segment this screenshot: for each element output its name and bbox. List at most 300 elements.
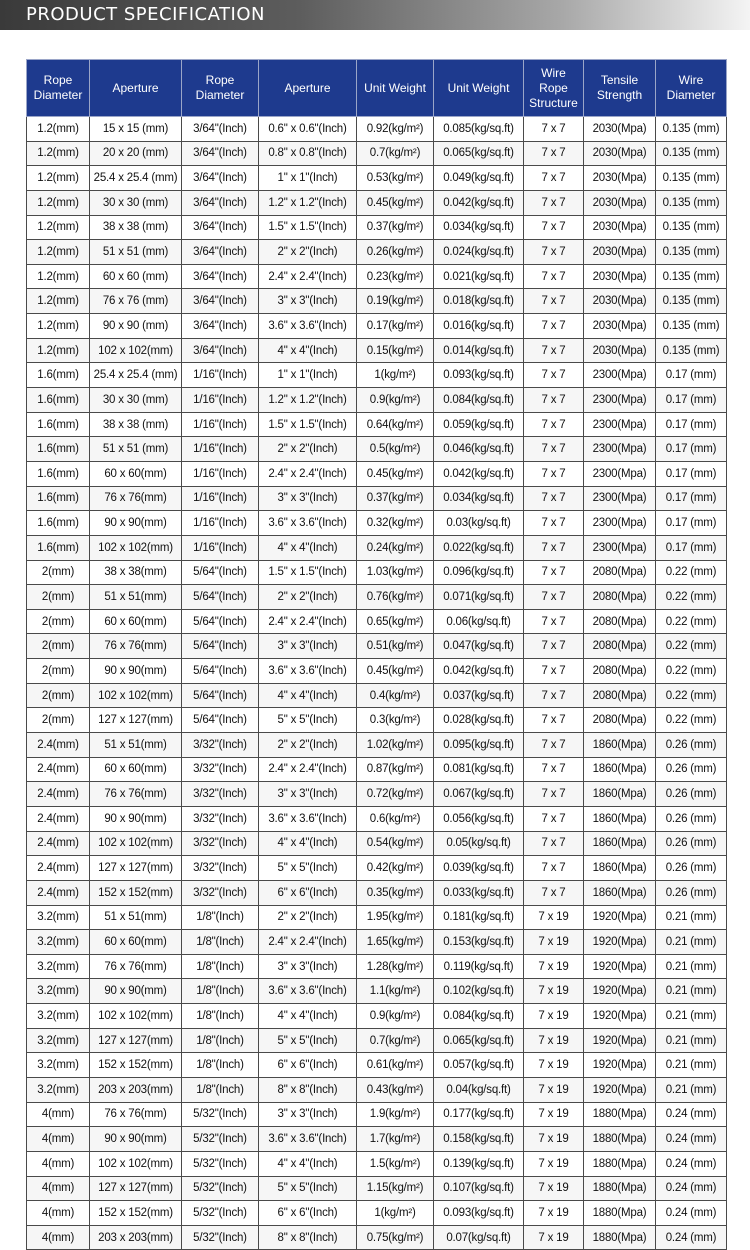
header-line: Unit Weight: [364, 80, 426, 95]
aperture-mm-cell: 127 x 127(mm): [90, 1028, 182, 1053]
wire-diameter-cell: 0.17 (mm): [656, 461, 727, 486]
rope-diameter-mm-cell: 1.6(mm): [27, 412, 90, 437]
structure-cell: 7 x 19: [524, 905, 584, 930]
aperture-inch-cell: 3.6" x 3.6"(Inch): [259, 511, 357, 536]
table-row: [27, 979, 727, 1004]
table-row: [27, 412, 727, 437]
header-rope-diameter-inch: [182, 60, 259, 117]
wire-diameter-cell: 0.21 (mm): [656, 954, 727, 979]
unit-weight-sqft-cell: 0.04(kg/sq.ft): [434, 1077, 524, 1102]
unit-weight-sqft-cell: 0.153(kg/sq.ft): [434, 930, 524, 955]
header-rope-diameter-mm: [27, 60, 90, 117]
rope-diameter-inch-cell: 3/32"(Inch): [182, 880, 259, 905]
wire-diameter-cell: 0.17 (mm): [656, 363, 727, 388]
rope-diameter-inch-cell: 1/8"(Inch): [182, 905, 259, 930]
structure-cell: 7 x 7: [524, 831, 584, 856]
unit-weight-sqft-cell: 0.034(kg/sq.ft): [434, 215, 524, 240]
unit-weight-m2-cell: 0.43(kg/m²): [357, 1077, 434, 1102]
table-row: [27, 1151, 727, 1176]
structure-cell: 7 x 7: [524, 289, 584, 314]
structure-cell: 7 x 19: [524, 1004, 584, 1029]
structure-cell: 7 x 19: [524, 954, 584, 979]
wire-diameter-cell: 0.135 (mm): [656, 117, 727, 142]
aperture-inch-cell: 2.4" x 2.4"(Inch): [259, 264, 357, 289]
unit-weight-sqft-cell: 0.065(kg/sq.ft): [434, 1028, 524, 1053]
rope-diameter-mm-cell: 4(mm): [27, 1176, 90, 1201]
rope-diameter-mm-cell: 2.4(mm): [27, 733, 90, 758]
aperture-mm-cell: 60 x 60 (mm): [90, 264, 182, 289]
banner-title: PRODUCT SPECIFICATION: [26, 4, 265, 25]
tensile-strength-cell: 2080(Mpa): [584, 659, 656, 684]
tensile-strength-cell: 2300(Mpa): [584, 363, 656, 388]
table-row: [27, 1201, 727, 1226]
tensile-strength-cell: 2300(Mpa): [584, 388, 656, 413]
table-row: [27, 659, 727, 684]
structure-cell: 7 x 7: [524, 264, 584, 289]
table-row: [27, 930, 727, 955]
unit-weight-sqft-cell: 0.05(kg/sq.ft): [434, 831, 524, 856]
aperture-mm-cell: 25.4 x 25.4 (mm): [90, 363, 182, 388]
aperture-mm-cell: 102 x 102(mm): [90, 338, 182, 363]
header-tensile-strength: [584, 60, 656, 117]
rope-diameter-mm-cell: 1.2(mm): [27, 117, 90, 142]
unit-weight-sqft-cell: 0.06(kg/sq.ft): [434, 609, 524, 634]
table-row: [27, 141, 727, 166]
rope-diameter-inch-cell: 3/32"(Inch): [182, 831, 259, 856]
structure-cell: 7 x 19: [524, 1225, 584, 1250]
table-row: [27, 511, 727, 536]
tensile-strength-cell: 2030(Mpa): [584, 289, 656, 314]
structure-cell: 7 x 7: [524, 585, 584, 610]
structure-cell: 7 x 7: [524, 190, 584, 215]
tensile-strength-cell: 2300(Mpa): [584, 535, 656, 560]
aperture-mm-cell: 60 x 60(mm): [90, 609, 182, 634]
aperture-inch-cell: 2" x 2"(Inch): [259, 437, 357, 462]
tensile-strength-cell: 2300(Mpa): [584, 486, 656, 511]
rope-diameter-inch-cell: 1/8"(Inch): [182, 1004, 259, 1029]
wire-diameter-cell: 0.24 (mm): [656, 1102, 727, 1127]
wire-diameter-cell: 0.22 (mm): [656, 634, 727, 659]
aperture-inch-cell: 4" x 4"(Inch): [259, 338, 357, 363]
rope-diameter-inch-cell: 1/16"(Inch): [182, 511, 259, 536]
structure-cell: 7 x 7: [524, 166, 584, 191]
unit-weight-sqft-cell: 0.085(kg/sq.ft): [434, 117, 524, 142]
tensile-strength-cell: 2300(Mpa): [584, 437, 656, 462]
wire-diameter-cell: 0.21 (mm): [656, 930, 727, 955]
table-row: [27, 1127, 727, 1152]
rope-diameter-mm-cell: 1.6(mm): [27, 437, 90, 462]
aperture-mm-cell: 51 x 51(mm): [90, 733, 182, 758]
wire-diameter-cell: 0.24 (mm): [656, 1127, 727, 1152]
unit-weight-m2-cell: 0.4(kg/m²): [357, 683, 434, 708]
unit-weight-m2-cell: 0.37(kg/m²): [357, 486, 434, 511]
tensile-strength-cell: 2030(Mpa): [584, 264, 656, 289]
rope-diameter-mm-cell: 3.2(mm): [27, 1077, 90, 1102]
header-line: Wire: [678, 73, 704, 87]
wire-diameter-cell: 0.21 (mm): [656, 1077, 727, 1102]
header-wire-diameter: [656, 60, 727, 117]
wire-diameter-cell: 0.21 (mm): [656, 979, 727, 1004]
aperture-mm-cell: 20 x 20 (mm): [90, 141, 182, 166]
table-row: [27, 1077, 727, 1102]
unit-weight-sqft-cell: 0.071(kg/sq.ft): [434, 585, 524, 610]
aperture-mm-cell: 51 x 51 (mm): [90, 240, 182, 265]
aperture-mm-cell: 90 x 90(mm): [90, 659, 182, 684]
tensile-strength-cell: 1920(Mpa): [584, 1028, 656, 1053]
aperture-mm-cell: 38 x 38(mm): [90, 560, 182, 585]
unit-weight-m2-cell: 0.7(kg/m²): [357, 141, 434, 166]
table-row: [27, 264, 727, 289]
rope-diameter-mm-cell: 1.2(mm): [27, 314, 90, 339]
header-row: [27, 60, 727, 117]
unit-weight-sqft-cell: 0.049(kg/sq.ft): [434, 166, 524, 191]
unit-weight-m2-cell: 0.45(kg/m²): [357, 461, 434, 486]
rope-diameter-inch-cell: 5/32"(Inch): [182, 1151, 259, 1176]
wire-diameter-cell: 0.26 (mm): [656, 856, 727, 881]
structure-cell: 7 x 7: [524, 117, 584, 142]
structure-cell: 7 x 19: [524, 1201, 584, 1226]
aperture-inch-cell: 2.4" x 2.4"(Inch): [259, 930, 357, 955]
tensile-strength-cell: 2080(Mpa): [584, 683, 656, 708]
unit-weight-sqft-cell: 0.056(kg/sq.ft): [434, 806, 524, 831]
rope-diameter-inch-cell: 1/16"(Inch): [182, 535, 259, 560]
header-wire-rope-structure: [524, 60, 584, 117]
unit-weight-m2-cell: 0.7(kg/m²): [357, 1028, 434, 1053]
header-line: Diameter: [195, 88, 245, 102]
unit-weight-m2-cell: 0.6(kg/m²): [357, 806, 434, 831]
tensile-strength-cell: 1880(Mpa): [584, 1201, 656, 1226]
rope-diameter-inch-cell: 5/32"(Inch): [182, 1127, 259, 1152]
table-row: [27, 1102, 727, 1127]
rope-diameter-inch-cell: 3/64"(Inch): [182, 264, 259, 289]
table-row: [27, 856, 727, 881]
unit-weight-m2-cell: 0.45(kg/m²): [357, 190, 434, 215]
rope-diameter-inch-cell: 5/64"(Inch): [182, 708, 259, 733]
rope-diameter-inch-cell: 1/8"(Inch): [182, 1028, 259, 1053]
header-line: Tensile: [600, 73, 639, 87]
rope-diameter-inch-cell: 5/64"(Inch): [182, 585, 259, 610]
unit-weight-m2-cell: 0.87(kg/m²): [357, 757, 434, 782]
rope-diameter-mm-cell: 3.2(mm): [27, 905, 90, 930]
header-line: Aperture: [112, 80, 159, 95]
rope-diameter-mm-cell: 1.6(mm): [27, 486, 90, 511]
table-row: [27, 1176, 727, 1201]
table-row: [27, 1004, 727, 1029]
aperture-inch-cell: 5" x 5"(Inch): [259, 1176, 357, 1201]
structure-cell: 7 x 7: [524, 412, 584, 437]
tensile-strength-cell: 2080(Mpa): [584, 609, 656, 634]
rope-diameter-inch-cell: 1/16"(Inch): [182, 388, 259, 413]
structure-cell: 7 x 19: [524, 1028, 584, 1053]
unit-weight-sqft-cell: 0.014(kg/sq.ft): [434, 338, 524, 363]
table-row: [27, 190, 727, 215]
unit-weight-sqft-cell: 0.158(kg/sq.ft): [434, 1127, 524, 1152]
rope-diameter-mm-cell: 3.2(mm): [27, 954, 90, 979]
header-unit-weight-m2: [357, 60, 434, 117]
table-row: [27, 437, 727, 462]
unit-weight-sqft-cell: 0.084(kg/sq.ft): [434, 1004, 524, 1029]
unit-weight-sqft-cell: 0.107(kg/sq.ft): [434, 1176, 524, 1201]
aperture-inch-cell: 2" x 2"(Inch): [259, 905, 357, 930]
wire-diameter-cell: 0.24 (mm): [656, 1151, 727, 1176]
table-row: [27, 806, 727, 831]
rope-diameter-mm-cell: 3.2(mm): [27, 1004, 90, 1029]
structure-cell: 7 x 7: [524, 708, 584, 733]
header-aperture-inch: [259, 60, 357, 117]
aperture-inch-cell: 3" x 3"(Inch): [259, 782, 357, 807]
rope-diameter-mm-cell: 2(mm): [27, 683, 90, 708]
rope-diameter-inch-cell: 1/8"(Inch): [182, 954, 259, 979]
tensile-strength-cell: 1920(Mpa): [584, 979, 656, 1004]
aperture-inch-cell: 5" x 5"(Inch): [259, 1028, 357, 1053]
unit-weight-sqft-cell: 0.177(kg/sq.ft): [434, 1102, 524, 1127]
tensile-strength-cell: 2080(Mpa): [584, 634, 656, 659]
unit-weight-sqft-cell: 0.042(kg/sq.ft): [434, 461, 524, 486]
aperture-inch-cell: 1" x 1"(Inch): [259, 363, 357, 388]
aperture-inch-cell: 4" x 4"(Inch): [259, 1151, 357, 1176]
aperture-inch-cell: 3.6" x 3.6"(Inch): [259, 659, 357, 684]
rope-diameter-mm-cell: 1.2(mm): [27, 141, 90, 166]
unit-weight-m2-cell: 0.76(kg/m²): [357, 585, 434, 610]
rope-diameter-inch-cell: 5/64"(Inch): [182, 560, 259, 585]
rope-diameter-mm-cell: 4(mm): [27, 1225, 90, 1250]
tensile-strength-cell: 1920(Mpa): [584, 930, 656, 955]
table-row: [27, 117, 727, 142]
aperture-mm-cell: 38 x 38 (mm): [90, 215, 182, 240]
unit-weight-m2-cell: 1.15(kg/m²): [357, 1176, 434, 1201]
aperture-inch-cell: 6" x 6"(Inch): [259, 1201, 357, 1226]
unit-weight-sqft-cell: 0.081(kg/sq.ft): [434, 757, 524, 782]
table-body: [27, 117, 727, 1250]
rope-diameter-inch-cell: 3/64"(Inch): [182, 166, 259, 191]
rope-diameter-inch-cell: 1/16"(Inch): [182, 437, 259, 462]
aperture-mm-cell: 203 x 203(mm): [90, 1225, 182, 1250]
unit-weight-m2-cell: 0.72(kg/m²): [357, 782, 434, 807]
unit-weight-sqft-cell: 0.039(kg/sq.ft): [434, 856, 524, 881]
unit-weight-m2-cell: 0.9(kg/m²): [357, 1004, 434, 1029]
aperture-mm-cell: 102 x 102(mm): [90, 831, 182, 856]
rope-diameter-mm-cell: 2.4(mm): [27, 782, 90, 807]
header-line: Rope: [205, 73, 235, 87]
aperture-inch-cell: 6" x 6"(Inch): [259, 880, 357, 905]
aperture-inch-cell: 0.6" x 0.6"(Inch): [259, 117, 357, 142]
rope-diameter-mm-cell: 4(mm): [27, 1201, 90, 1226]
structure-cell: 7 x 19: [524, 930, 584, 955]
rope-diameter-inch-cell: 1/16"(Inch): [182, 363, 259, 388]
structure-cell: 7 x 7: [524, 634, 584, 659]
table-row: [27, 338, 727, 363]
rope-diameter-inch-cell: 1/16"(Inch): [182, 461, 259, 486]
aperture-inch-cell: 3" x 3"(Inch): [259, 1102, 357, 1127]
wire-diameter-cell: 0.21 (mm): [656, 1053, 727, 1078]
table-row: [27, 880, 727, 905]
unit-weight-sqft-cell: 0.037(kg/sq.ft): [434, 683, 524, 708]
structure-cell: 7 x 7: [524, 363, 584, 388]
rope-diameter-inch-cell: 1/8"(Inch): [182, 930, 259, 955]
aperture-inch-cell: 3.6" x 3.6"(Inch): [259, 314, 357, 339]
unit-weight-sqft-cell: 0.047(kg/sq.ft): [434, 634, 524, 659]
rope-diameter-inch-cell: 3/64"(Inch): [182, 338, 259, 363]
aperture-mm-cell: 102 x 102(mm): [90, 683, 182, 708]
rope-diameter-inch-cell: 3/64"(Inch): [182, 314, 259, 339]
wire-diameter-cell: 0.22 (mm): [656, 683, 727, 708]
structure-cell: 7 x 7: [524, 314, 584, 339]
aperture-inch-cell: 4" x 4"(Inch): [259, 1004, 357, 1029]
structure-cell: 7 x 7: [524, 609, 584, 634]
unit-weight-m2-cell: 0.3(kg/m²): [357, 708, 434, 733]
aperture-inch-cell: 4" x 4"(Inch): [259, 831, 357, 856]
aperture-inch-cell: 4" x 4"(Inch): [259, 535, 357, 560]
wire-diameter-cell: 0.24 (mm): [656, 1201, 727, 1226]
table-row: [27, 166, 727, 191]
aperture-mm-cell: 203 x 203(mm): [90, 1077, 182, 1102]
table-row: [27, 215, 727, 240]
rope-diameter-mm-cell: 1.6(mm): [27, 461, 90, 486]
aperture-inch-cell: 3" x 3"(Inch): [259, 289, 357, 314]
unit-weight-m2-cell: 0.35(kg/m²): [357, 880, 434, 905]
wire-diameter-cell: 0.135 (mm): [656, 166, 727, 191]
unit-weight-sqft-cell: 0.018(kg/sq.ft): [434, 289, 524, 314]
unit-weight-m2-cell: 0.37(kg/m²): [357, 215, 434, 240]
unit-weight-m2-cell: 0.19(kg/m²): [357, 289, 434, 314]
table-row: [27, 683, 727, 708]
rope-diameter-inch-cell: 1/8"(Inch): [182, 1077, 259, 1102]
aperture-inch-cell: 2" x 2"(Inch): [259, 585, 357, 610]
aperture-inch-cell: 3.6" x 3.6"(Inch): [259, 1127, 357, 1152]
unit-weight-m2-cell: 0.64(kg/m²): [357, 412, 434, 437]
aperture-mm-cell: 76 x 76 (mm): [90, 289, 182, 314]
unit-weight-m2-cell: 0.15(kg/m²): [357, 338, 434, 363]
rope-diameter-mm-cell: 3.2(mm): [27, 1028, 90, 1053]
tensile-strength-cell: 2300(Mpa): [584, 511, 656, 536]
rope-diameter-inch-cell: 1/8"(Inch): [182, 979, 259, 1004]
rope-diameter-mm-cell: 2.4(mm): [27, 757, 90, 782]
wire-diameter-cell: 0.22 (mm): [656, 708, 727, 733]
unit-weight-sqft-cell: 0.034(kg/sq.ft): [434, 486, 524, 511]
table-row: [27, 954, 727, 979]
rope-diameter-inch-cell: 3/64"(Inch): [182, 240, 259, 265]
unit-weight-sqft-cell: 0.016(kg/sq.ft): [434, 314, 524, 339]
aperture-mm-cell: 30 x 30 (mm): [90, 190, 182, 215]
unit-weight-sqft-cell: 0.093(kg/sq.ft): [434, 363, 524, 388]
wire-diameter-cell: 0.135 (mm): [656, 314, 727, 339]
wire-diameter-cell: 0.17 (mm): [656, 412, 727, 437]
wire-diameter-cell: 0.135 (mm): [656, 190, 727, 215]
aperture-inch-cell: 6" x 6"(Inch): [259, 1053, 357, 1078]
aperture-inch-cell: 4" x 4"(Inch): [259, 683, 357, 708]
rope-diameter-mm-cell: 3.2(mm): [27, 1053, 90, 1078]
aperture-inch-cell: 1.2" x 1.2"(Inch): [259, 388, 357, 413]
tensile-strength-cell: 1860(Mpa): [584, 880, 656, 905]
aperture-mm-cell: 90 x 90 (mm): [90, 314, 182, 339]
rope-diameter-mm-cell: 2.4(mm): [27, 806, 90, 831]
wire-diameter-cell: 0.24 (mm): [656, 1225, 727, 1250]
unit-weight-sqft-cell: 0.093(kg/sq.ft): [434, 1201, 524, 1226]
unit-weight-sqft-cell: 0.042(kg/sq.ft): [434, 659, 524, 684]
aperture-mm-cell: 60 x 60(mm): [90, 757, 182, 782]
unit-weight-m2-cell: 0.42(kg/m²): [357, 856, 434, 881]
rope-diameter-mm-cell: 1.2(mm): [27, 166, 90, 191]
rope-diameter-inch-cell: 5/64"(Inch): [182, 683, 259, 708]
unit-weight-m2-cell: 0.32(kg/m²): [357, 511, 434, 536]
aperture-mm-cell: 51 x 51(mm): [90, 585, 182, 610]
aperture-mm-cell: 127 x 127(mm): [90, 1176, 182, 1201]
wire-diameter-cell: 0.135 (mm): [656, 240, 727, 265]
tensile-strength-cell: 2030(Mpa): [584, 166, 656, 191]
wire-diameter-cell: 0.21 (mm): [656, 905, 727, 930]
spec-table: [26, 59, 727, 1250]
aperture-mm-cell: 76 x 76(mm): [90, 1102, 182, 1127]
unit-weight-sqft-cell: 0.046(kg/sq.ft): [434, 437, 524, 462]
header-unit-weight-sqft: [434, 60, 524, 117]
rope-diameter-mm-cell: 4(mm): [27, 1102, 90, 1127]
unit-weight-sqft-cell: 0.084(kg/sq.ft): [434, 388, 524, 413]
wire-diameter-cell: 0.22 (mm): [656, 609, 727, 634]
tensile-strength-cell: 1860(Mpa): [584, 782, 656, 807]
rope-diameter-mm-cell: 2(mm): [27, 708, 90, 733]
rope-diameter-inch-cell: 5/32"(Inch): [182, 1201, 259, 1226]
rope-diameter-inch-cell: 5/32"(Inch): [182, 1102, 259, 1127]
unit-weight-sqft-cell: 0.096(kg/sq.ft): [434, 560, 524, 585]
table-row: [27, 733, 727, 758]
table-row: [27, 535, 727, 560]
wire-diameter-cell: 0.17 (mm): [656, 486, 727, 511]
aperture-inch-cell: 5" x 5"(Inch): [259, 856, 357, 881]
wire-diameter-cell: 0.17 (mm): [656, 388, 727, 413]
rope-diameter-inch-cell: 3/64"(Inch): [182, 289, 259, 314]
rope-diameter-inch-cell: 1/8"(Inch): [182, 1053, 259, 1078]
aperture-mm-cell: 90 x 90(mm): [90, 979, 182, 1004]
rope-diameter-mm-cell: 1.2(mm): [27, 190, 90, 215]
tensile-strength-cell: 1920(Mpa): [584, 1004, 656, 1029]
wire-diameter-cell: 0.135 (mm): [656, 338, 727, 363]
header-line: Wire Rope: [539, 65, 568, 95]
rope-diameter-inch-cell: 3/64"(Inch): [182, 190, 259, 215]
aperture-inch-cell: 2" x 2"(Inch): [259, 240, 357, 265]
unit-weight-sqft-cell: 0.022(kg/sq.ft): [434, 535, 524, 560]
rope-diameter-mm-cell: 1.6(mm): [27, 388, 90, 413]
structure-cell: 7 x 7: [524, 782, 584, 807]
rope-diameter-mm-cell: 3.2(mm): [27, 979, 90, 1004]
wire-diameter-cell: 0.17 (mm): [656, 511, 727, 536]
structure-cell: 7 x 19: [524, 1176, 584, 1201]
unit-weight-sqft-cell: 0.067(kg/sq.ft): [434, 782, 524, 807]
aperture-mm-cell: 38 x 38 (mm): [90, 412, 182, 437]
rope-diameter-mm-cell: 2.4(mm): [27, 880, 90, 905]
unit-weight-m2-cell: 0.5(kg/m²): [357, 437, 434, 462]
wire-diameter-cell: 0.21 (mm): [656, 1028, 727, 1053]
aperture-mm-cell: 152 x 152(mm): [90, 1201, 182, 1226]
tensile-strength-cell: 2080(Mpa): [584, 560, 656, 585]
tensile-strength-cell: 2030(Mpa): [584, 215, 656, 240]
rope-diameter-mm-cell: 1.2(mm): [27, 338, 90, 363]
aperture-mm-cell: 102 x 102(mm): [90, 535, 182, 560]
tensile-strength-cell: 1880(Mpa): [584, 1127, 656, 1152]
aperture-inch-cell: 1" x 1"(Inch): [259, 166, 357, 191]
table-row: [27, 782, 727, 807]
unit-weight-sqft-cell: 0.057(kg/sq.ft): [434, 1053, 524, 1078]
table-row: [27, 1225, 727, 1250]
wire-diameter-cell: 0.135 (mm): [656, 264, 727, 289]
unit-weight-sqft-cell: 0.024(kg/sq.ft): [434, 240, 524, 265]
unit-weight-sqft-cell: 0.181(kg/sq.ft): [434, 905, 524, 930]
structure-cell: 7 x 7: [524, 215, 584, 240]
unit-weight-m2-cell: 0.65(kg/m²): [357, 609, 434, 634]
structure-cell: 7 x 7: [524, 461, 584, 486]
rope-diameter-mm-cell: 3.2(mm): [27, 930, 90, 955]
wire-diameter-cell: 0.26 (mm): [656, 757, 727, 782]
unit-weight-m2-cell: 1.5(kg/m²): [357, 1151, 434, 1176]
